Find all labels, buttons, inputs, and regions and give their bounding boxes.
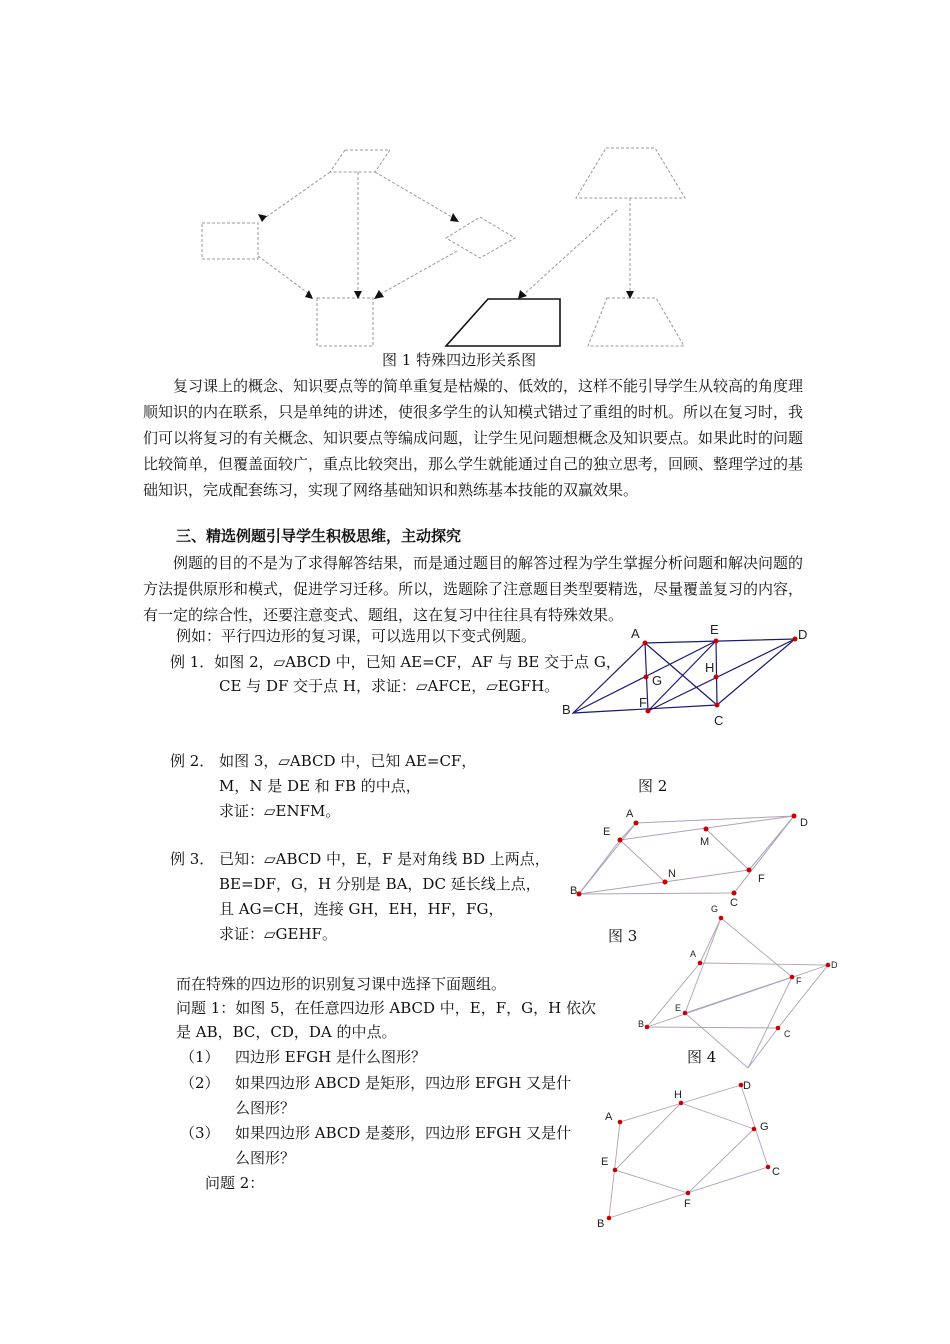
question1-sub1-number: （1） [180,1048,220,1066]
question1-line2: 是 AB，BC，CD，DA 的中点。 [176,1023,397,1041]
fig5-label-c: C [772,1166,780,1178]
question1-sub1: 四边形 EFGH 是什么图形？ [235,1048,426,1066]
fig4-label-d: D [831,960,838,970]
example1-line1: 例 1．如图 2，▱ABCD 中，已知 AE=CF，AF 与 BE 交于点 G， [170,653,621,671]
examples-intro: 例如：平行四边形的复习课，可以选用以下变式例题。 [176,627,537,645]
section-heading: 三、精选例题引导学生积极思维，主动探究 [176,527,462,545]
example3-line2: BE=DF，G，H 分别是 BA，DC 延长线上点， [219,875,541,893]
figure4-diagram [635,900,845,1060]
example3-line1: 例 3． 已知：▱ABCD 中，E，F 是对角线 BD 上两点， [170,850,550,868]
fig2-label-b: B [562,702,571,717]
fig4-label-c: C [784,1029,791,1039]
example1-line2: CE 与 DF 交于点 H，求证：▱AFCE，▱EGFH。 [219,677,560,695]
fig2-label-g: G [652,673,663,688]
fig3-label-n: N [668,868,676,880]
fig2-label-h: H [705,660,715,675]
fig4-label-e: E [675,1003,682,1013]
example3-line4: 求证：▱GEHF。 [219,925,337,943]
fig3-label-b: B [570,885,578,897]
question2-label: 问题 2： [205,1174,265,1192]
fig3-label-m: M [700,836,710,848]
fig3-label-d: D [800,817,808,829]
figure3-diagram [565,800,820,910]
example3-line3: 且 AG=CH，连接 GH，EH，HF，FG， [219,900,504,918]
question1-sub3-line2: 么图形？ [235,1149,296,1167]
fig4-caption: 图 4 [687,1048,717,1066]
fig5-label-f: F [684,1198,691,1210]
example2-line1: 例 2． 如图 3，▱ABCD 中，已知 AE=CF， [170,752,477,770]
figure1-relationship-diagram [190,140,660,355]
question1-sub2-line2: 么图形？ [235,1099,296,1117]
question1-sub2-number: （2） [180,1074,220,1092]
fig3-label-e: E [603,826,611,838]
figure2-diagram [560,622,810,735]
fig3-label-a: A [626,808,634,820]
figure1-caption: 图 1 特殊四边形关系图 [382,351,537,369]
fig2-label-c: C [714,713,724,728]
fig4-label-b: B [638,1019,645,1029]
fig5-label-b: B [597,1218,605,1230]
fig5-label-g: G [760,1121,769,1133]
example2-line3: 求证：▱ENFM。 [219,802,341,820]
fig3-label-c: C [730,897,738,909]
fig5-label-d: D [743,1080,751,1092]
question1-sub2-line1: 如果四边形 ABCD 是矩形，四边形 EFGH 又是什 [235,1074,572,1092]
question1-line1: 问题 1：如图 5，在任意四边形 ABCD 中，E，F，G，H 依次 [176,999,596,1017]
fig5-label-e: E [601,1156,609,1168]
fig5-label-a: A [605,1111,613,1123]
fig2-caption: 图 2 [638,777,668,795]
fig5-label-h: H [674,1089,682,1101]
fig2-label-e: E [710,622,719,637]
fig3-label-f: F [758,873,765,885]
question1-sub3-line1: 如果四边形 ABCD 是菱形，四边形 EFGH 又是什 [235,1124,572,1142]
fig2-label-f: F [639,695,647,710]
fig4-label-f: F [796,976,802,986]
fig2-label-a: A [631,626,640,641]
paragraph-1: 复习课上的概念、知识要点等的简单重复是枯燥的、低效的，这样不能引导学生从较高的角度理顺知识的内在联系，只是单纯的讲述，使很多学生的认知模式错过了重组的时机。所以在复习时，我们可以将复习的有关概念、知识要点等编成问题，让学生见问题想概念及知识要点。如果此时的问题比较简单，但覆盖面较广，重点比较突出，那么学生就能通过自己的独立思考，回顾、整理学过的基础知识，完成配套练习，实现了网络基础知识和熟练基本技能的双赢效果。 [143,377,804,499]
question1-sub3-number: （3） [180,1124,220,1142]
group-intro: 而在特殊的四边形的识别复习课中选择下面题组。 [176,975,507,993]
fig2-label-d: D [798,627,808,642]
figure5-diagram [590,1075,790,1235]
fig4-label-g: G [711,904,719,914]
fig3-caption: 图 3 [608,927,638,945]
paragraph-2: 例题的目的不是为了求得解答结果，而是通过题目的解答过程为学生掌握分析问题和解决问题的方法提供原形和模式，促进学习迁移。所以，选题除了注意题目类型要精选，尽量覆盖复习的内容，有一定的综合性，还要注意变式、题组，这在复习中往往具有特殊效果。 [143,554,804,624]
fig4-label-a: A [690,949,697,959]
example2-line2: M，N 是 DE 和 FB 的中点， [219,777,421,795]
